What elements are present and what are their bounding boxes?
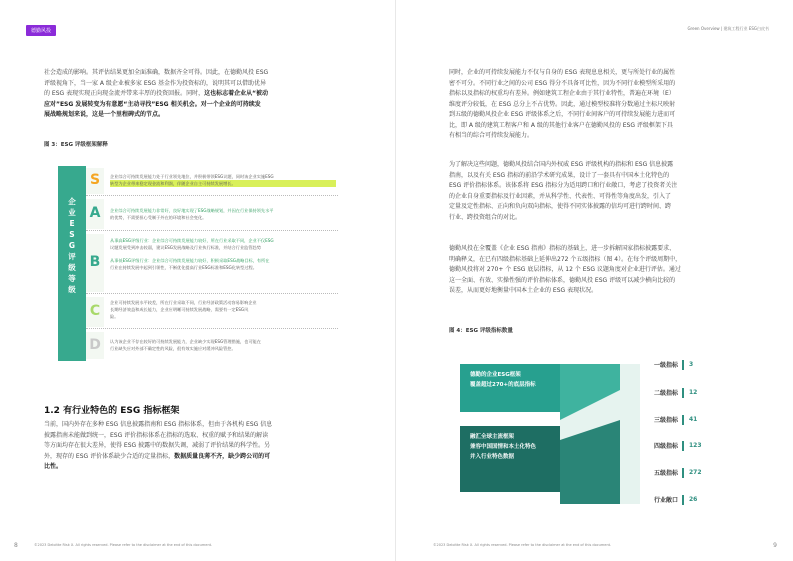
- level-label: 四级指标: [653, 443, 678, 450]
- right-paragraph-2: [449, 160, 769, 223]
- desc-line: 议题发展受到冲击较弱，建议ESG发展战略及行业执行标准，并结合行业监管趋势: [110, 245, 261, 250]
- level-item: [640, 465, 722, 480]
- desc-line: 险。: [110, 314, 119, 319]
- grade-letter: A: [89, 205, 101, 221]
- text-line: 维度评分较低，在 ESG 总分上不占优势。因此，通过模型校准将分数通过主标尺映射: [449, 100, 676, 108]
- box-text: 并入行业特色数据: [470, 454, 515, 460]
- level-label: 五级指标: [653, 470, 678, 477]
- grade-description: [110, 207, 336, 221]
- page-header: Green Overview | 建筑工程行业 ESG白皮书: [687, 26, 769, 31]
- text-line: ESG 评价指标体系。该体系将 ESG 指标分为适用跨口和行业敞口，考虑了投资者关注: [449, 182, 678, 189]
- right-paragraph-3: [449, 244, 769, 297]
- desc-line: 企业综合可持续发展能力处于行业领先地位，并积极带领ESG议题，同时该企业实施ESG: [110, 174, 274, 179]
- grade-description: [110, 173, 336, 187]
- text-line: 有相当的综合可持续发展能力。: [449, 132, 534, 139]
- grade-letter: C: [89, 303, 101, 319]
- level-value: 272: [689, 469, 702, 476]
- level-value: 41: [689, 416, 698, 423]
- desc-line: 行业缺失应对外部不确定性的风险，很有效实施应对缓冲风险管控。: [110, 346, 236, 351]
- desc-line: 企业可持续发展水平较差，所在行业采取不同，行业经济政策活动容易影响企业: [110, 300, 257, 305]
- footer-text: ©2023 Deloitte Risk X. All rights reserved. Please refer to the disclaimer at the end of this document.: [34, 543, 213, 547]
- side-char: 级: [68, 263, 76, 272]
- side-char: 评: [68, 252, 76, 261]
- category-tag: 德勤风投: [26, 25, 56, 36]
- bold-text: 数据质量良莠不齐，缺少跨公司的可: [174, 452, 271, 460]
- level-item: [640, 385, 722, 400]
- level-item: [640, 357, 722, 372]
- bold-text: 这也标志着企业从“被动: [204, 90, 269, 97]
- text-line: 比，即 A 级的建筑工程客户和 A 级的其他行业客户在德勤风投的 ESG 评级框架下具: [449, 121, 673, 129]
- level-label: 三级指标: [653, 417, 678, 424]
- level-label: 一级指标: [653, 362, 678, 369]
- desc-line: 认为该企业不存在较好的可持续发展能力，企业缺少实现ESG管理措施，也可能在: [110, 339, 261, 344]
- desc-line: 行业在持续发展中起到引领性，不断优化提高行业ESG标准和ESG化转型过程。: [110, 265, 257, 270]
- text-line: 评级视角下，当一家 A 级企业被多家 ESG 基金作为投资标的，说明其可以借助优异: [44, 79, 266, 87]
- text-line: 误差，从而更好地衡量中国本土企业的 ESG 表现状况。: [449, 287, 598, 294]
- text-line: 密不可分。不同行业之间的公司 ESG 得分不具备可比性，因为不同行业模型所采用的: [449, 79, 676, 87]
- box-text: 覆盖超过270+的底层指标: [470, 382, 536, 388]
- level-marker: [682, 441, 684, 451]
- rating-row-s: [86, 166, 338, 196]
- text-line: 德勤风投将对 270+ 个 ESG 底层指标，从 12 个 ESG 议题角度对企业进行评估。通过: [449, 266, 681, 273]
- text-line: 到五级的德勤风投企业 ESG 评级体系之后，不同行业间客户的可持续发展能力进而可: [449, 111, 676, 118]
- side-char: 企: [68, 197, 76, 206]
- intro-paragraph: [44, 68, 364, 121]
- grade-description: [110, 237, 336, 271]
- text-line: 当前，国内外存在多种 ESG 信息披露指南和 ESG 指标体系，但由于各机构 ESG 信息: [44, 421, 273, 428]
- grade-description: [110, 338, 336, 352]
- level-marker: [682, 468, 684, 478]
- funnel-graphic: [560, 360, 640, 508]
- section-title: 1.2 有行业特色的 ESG 指标框架: [44, 406, 180, 416]
- bold-text: 比性。: [44, 463, 63, 470]
- desc-line: 从事高ESG评级行业：企业综合可持续发展能力较好，所在行业采取不同，企业不仅ESG: [110, 238, 274, 243]
- level-item: [640, 438, 722, 453]
- left-page: [0, 0, 396, 561]
- text-line: 德勤风投在全覆盖《企业 ESG 指南》指标的基础上，进一步拆解国家指标披露要求、: [449, 245, 676, 252]
- level-value: 3: [689, 361, 694, 368]
- text-line: 为了解决这些问题，德勤风投结合国内外权威 ESG 评级机构的指标和 ESG 信息披露: [449, 161, 674, 168]
- side-char: G: [68, 241, 76, 250]
- desc-line: 从事低ESG评级行业：企业综合可持续发展能力较好，积极采取ESG战略目标，有所在: [110, 258, 270, 263]
- bold-text: 展战略规划来说，这是一个里程碑式的节点。: [44, 111, 165, 118]
- grade-letter: D: [89, 337, 101, 353]
- box-text: 德勤的企业ESG框架: [470, 372, 521, 378]
- level-marker: [682, 495, 684, 505]
- box-text: 兼容中国国情和本土化特色: [470, 444, 537, 450]
- level-marker: [682, 360, 684, 370]
- level-item: [640, 492, 722, 507]
- side-char: 级: [68, 285, 76, 294]
- footer-text: ©2023 Deloitte Risk X. All rights reserved. Please refer to the disclaimer at the end of this document.: [433, 543, 612, 547]
- text-line: 的企业自身重要指标及行业因素，并从科学性、代表性、可得性等角度出发，引入了: [449, 192, 672, 200]
- right-paragraph-1: [449, 68, 769, 142]
- text-line: 定量及定性指标、正向和负向双向指标，使得不同实体披露的信均可进行跨时间、跨: [449, 203, 672, 210]
- level-marker: [682, 415, 684, 425]
- text-line: 披露指南未能做到统一，ESG 评价指标体系在指标的选取、权重的赋予和结果的解读: [44, 431, 269, 439]
- figure-4-title: 图 4：ESG 评级指标数量: [449, 328, 513, 334]
- grade-description: [110, 299, 336, 320]
- desc-line: 的优势，不需要担心受制于外在的环境和社会变化。: [110, 215, 207, 220]
- level-value: 12: [689, 389, 698, 396]
- side-char: 业: [68, 208, 76, 217]
- figure-3-title: 图 3：ESG 评级框架解释: [44, 142, 108, 148]
- side-char: E: [69, 219, 75, 228]
- level-value: 26: [689, 496, 698, 503]
- rating-side-label: [58, 166, 86, 361]
- desc-line: 企业综合可持续发展能力非常好，良好地实现了ESG战略规划，并因在行业保持领先水平: [110, 208, 274, 213]
- text-line: 指南，以及有关 ESG 指标的前沿学术研究成果，设计了一套具有中国本土化特色的: [449, 171, 670, 179]
- text-line: 社会造成的影响。其评估结果更加全面准确，数据齐全可得。因此，在德勤风投 ESG: [44, 69, 269, 76]
- text-line: 外，现存的 ESG 评价体系缺少合适的定量指标，: [44, 452, 175, 460]
- text-line: 指标以及指标的权重均有差异。例如建筑工程企业由于其行业特性，普遍在环境（E）: [449, 90, 675, 97]
- desc-line: 长期经济效益和成长能力，企业应明晰可持续发展战略，需要有一定ESG风: [110, 307, 249, 312]
- level-value: 123: [689, 442, 702, 449]
- text-line: 行业、跨投资组合的对比。: [449, 213, 522, 221]
- page-number: 8: [14, 542, 18, 549]
- rating-row-d: [86, 330, 338, 361]
- box-text: 融汇全球主流框架: [470, 434, 515, 440]
- section-paragraph: [44, 420, 364, 473]
- side-char: S: [69, 230, 75, 239]
- bold-text: 应对”ESG 发展转变为有意愿“主动寻找”ESG 相关机会。对一个企业的可持续发: [44, 100, 261, 108]
- level-label: 行业敞口: [653, 497, 678, 504]
- rating-row-b: [86, 232, 338, 294]
- page-number: 9: [773, 542, 777, 549]
- desc-line: 转型为企业带来稳定现金流和利润，伴随企业自主可持续发展增长。: [110, 180, 336, 187]
- text-line: 等方面均存在很大差异，使得 ESG 披露中的数据失调，减弱了评价结果的科学性。另: [44, 442, 271, 449]
- rating-row-a: [86, 197, 338, 231]
- rating-row-c: [86, 295, 338, 329]
- grade-letter: S: [89, 172, 101, 188]
- text-line: 这一全面、有效、实操性强的评价指标体系，德勤风投 ESG 评级可以减少横向比较的: [449, 276, 676, 284]
- level-marker: [682, 388, 684, 398]
- side-char: 等: [68, 274, 76, 283]
- grade-letter: B: [89, 254, 101, 270]
- level-label: 二级指标: [653, 390, 678, 397]
- level-item: [640, 412, 722, 427]
- text-line: 明确释义，在已有四级指标基础上延伸出272 个五级指标（图 4）。在每个评级周期中，: [449, 255, 682, 263]
- text-line: 的 ESG 表现实现正向现金流并带来丰厚的投资回报。同时，: [44, 90, 205, 97]
- text-line: 同时，企业的可持续发展能力不仅与自身的 ESG 表现息息相关，更与所处行业的属性: [449, 69, 676, 76]
